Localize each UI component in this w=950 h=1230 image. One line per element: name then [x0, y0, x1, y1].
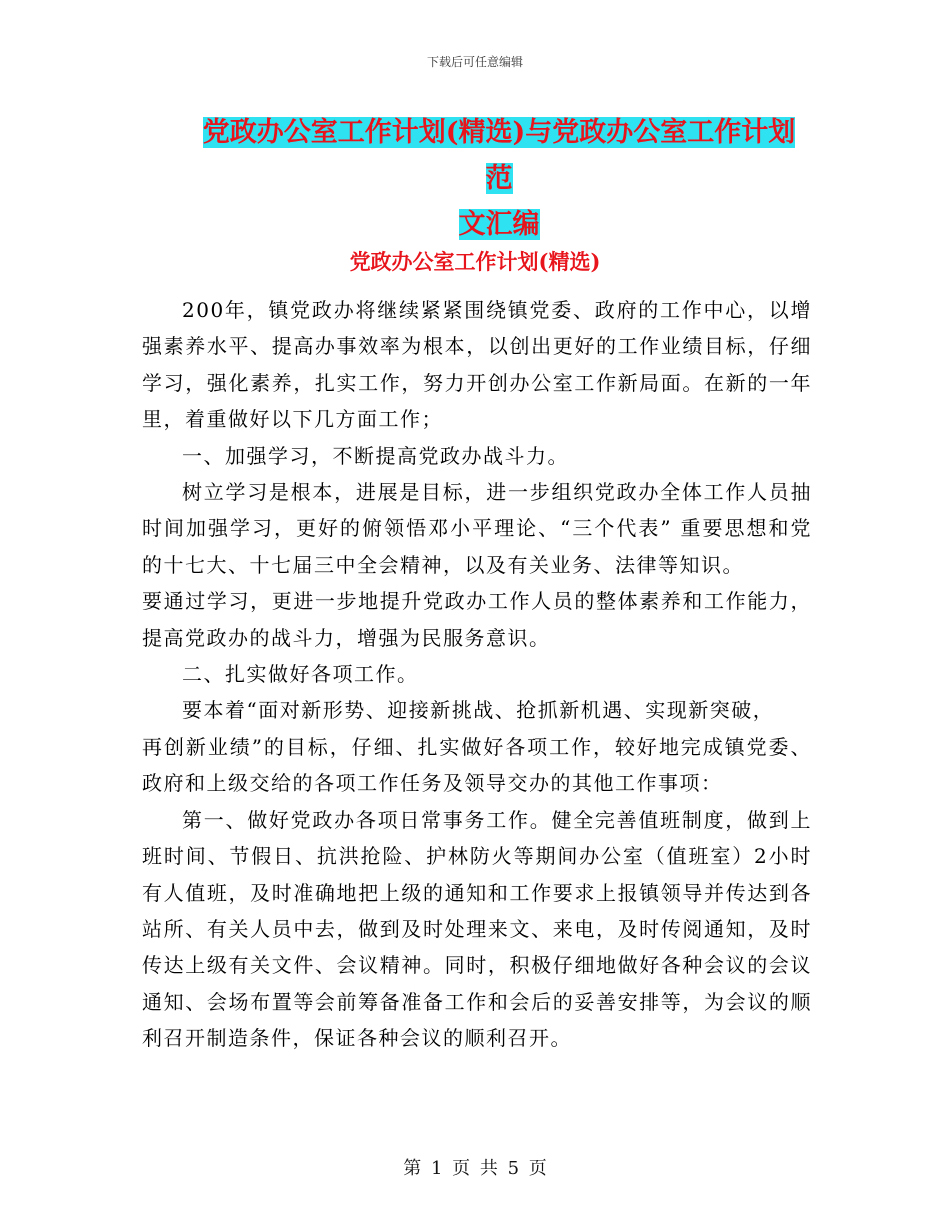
paragraph: 树立学习是根本，进展是目标，进一步组织党政办全体工作人员抽时间加强学习，更好的俯领悟邓小平理论、“三个代表” 重要思想和党的十七大、十七届三中全会精神，以及有关业务、法律等知识。 要通过学习，更进一步地提升党政办工作人员的整体素养和工作能力，提高党政办的战斗力，增强为民服务意识。 — [142, 480, 812, 650]
paragraph-heading-2: 二、扎实做好各项工作。 — [182, 662, 419, 687]
paragraph-heading-1: 一、加强学习，不断提高党政办战斗力。 — [182, 443, 569, 468]
paragraph: 第一、做好党政办各项日常事务工作。健全完善值班制度，做到上班时间、节假日、抗洪抢险、护林防火等期间办公室（值班室）2小时有人值班，及时准确地把上级的通知和工作要求上报镇领导并传达到各站所、有关人员中去，做到及时处理来文、来电，及时传阅通知，及时传达上级有关文件、会议精神。同时，积极仔细地做好各种会议的会议通知、会场布置等会前筹备准备工作和会后的妥善安排等，为会议的顺利召开制造条件，保证各种会议的顺利召开。 — [142, 807, 812, 1051]
document-body — [142, 292, 812, 1057]
document-title — [195, 110, 803, 248]
title-line-1: 党政办公室工作计划(精选)与党政办公室工作计划范 — [202, 117, 796, 194]
paragraph: 要本着“面对新形势、迎接新挑战、抢抓新机遇、实现新突破， 再创新业绩”的目标，仔细、扎实做好各项工作，较好地完成镇党委、政府和上级交给的各项工作任务及领导交办的其他工作事项： — [142, 698, 812, 796]
paragraph: 200年，镇党政办将继续紧紧围绕镇党委、政府的工作中心，以增强素养水平、提高办事效率为根本，以创出更好的工作业绩目标，仔细学习，强化素养，扎实工作，努力开创办公室工作新局面。在新的一年里，着重做好以下几方面工作； — [142, 298, 812, 432]
title-line-2: 文汇编 — [458, 209, 540, 240]
page-number: 第 1 页 共 5 页 — [403, 1158, 547, 1179]
header-note: 下载后可任意编辑 — [426, 55, 523, 69]
section-title: 党政办公室工作计划(精选) — [349, 249, 601, 274]
